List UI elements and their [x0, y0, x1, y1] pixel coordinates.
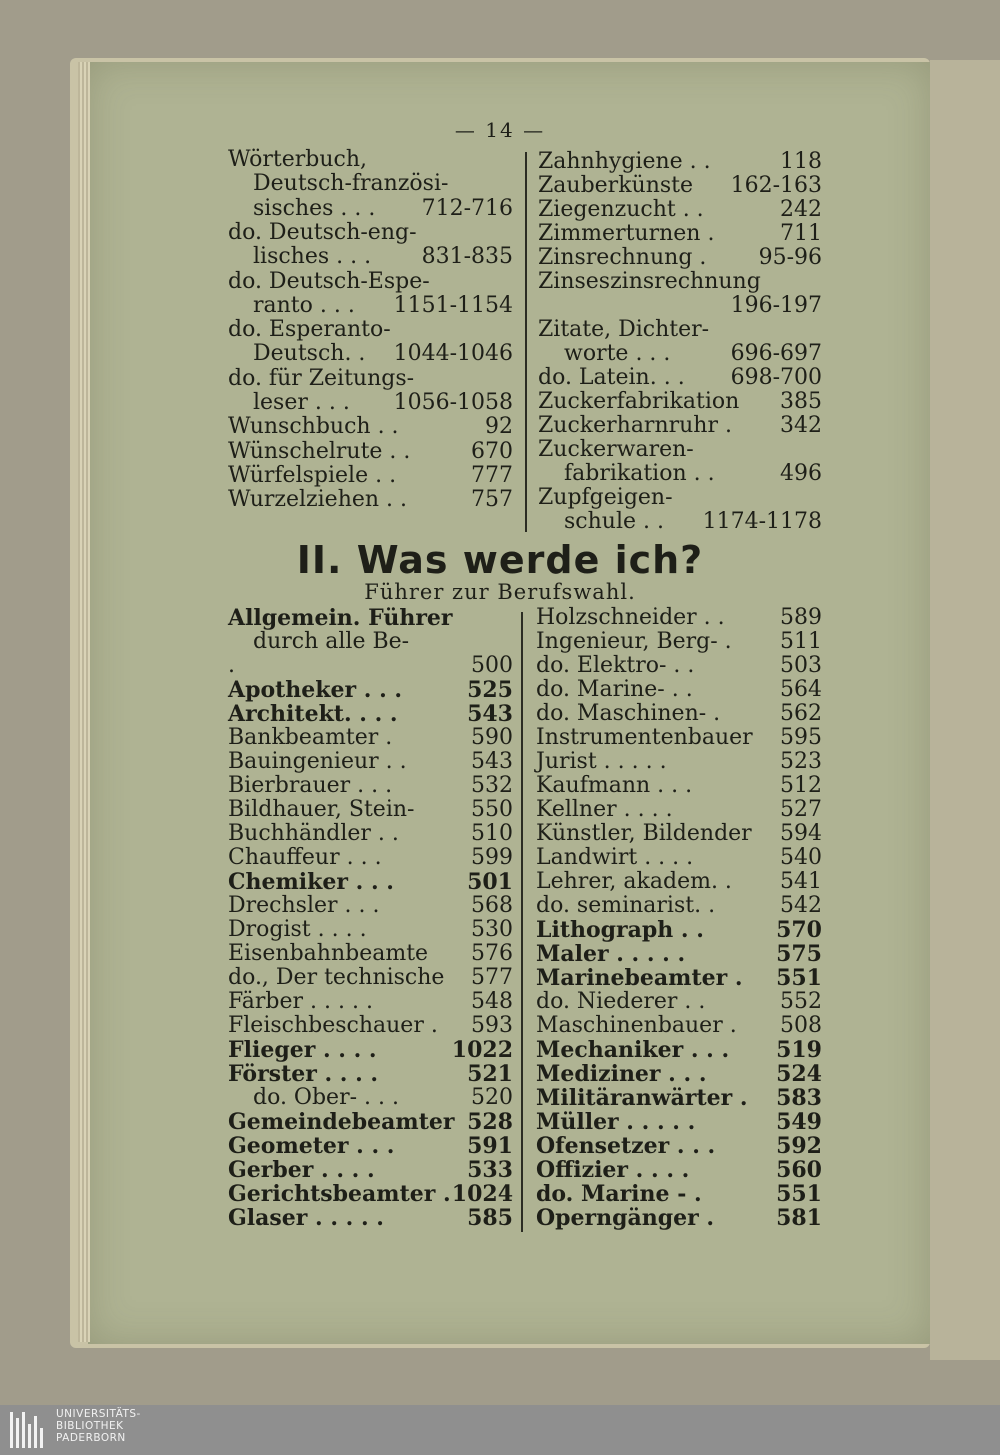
- index-entry-page: 242: [780, 197, 822, 222]
- index-entry-page: 540: [780, 845, 822, 870]
- index-entry-term: Gemeindebeamter: [228, 1109, 455, 1135]
- index-entry-term: Apotheker . . .: [228, 677, 403, 703]
- index-entry-term: do. Elektro- . .: [536, 653, 695, 678]
- index-entry-term: lisches . . .: [253, 244, 372, 270]
- index-entry-page: 548: [471, 989, 513, 1014]
- logo-line-2: BIBLIOTHEK: [56, 1420, 124, 1432]
- index-entry-term: Deutsch-französi-: [253, 171, 449, 197]
- index-entry-page: 551: [776, 1181, 822, 1207]
- index-entry-page: 576: [471, 941, 513, 966]
- index-entry-page: 831-835: [421, 244, 513, 270]
- index-entry-term: Würfelspiele . .: [228, 462, 397, 488]
- index-entry: [228, 1086, 513, 1110]
- index-entry-term: Künstler, Bildender: [536, 821, 752, 846]
- index-entry-term: Färber . . . . .: [228, 989, 373, 1014]
- index-entry: [228, 1158, 513, 1182]
- index-entry: [538, 390, 822, 414]
- index-entry-term: Ziegenzucht . .: [538, 197, 704, 222]
- index-entry: [228, 918, 513, 942]
- index-entry-page: 593: [471, 1013, 513, 1038]
- index-entry-term: Architekt. . . .: [228, 701, 398, 727]
- index-entry: [228, 822, 513, 846]
- index-entry-page: 1044-1046: [393, 341, 513, 367]
- index-entry-term: do. Deutsch-Espe-: [228, 268, 430, 294]
- index-entry: [228, 702, 513, 726]
- facing-page-edge: [930, 60, 1000, 1360]
- index-entry-page: 560: [776, 1157, 822, 1183]
- index-entry-page: 528: [467, 1109, 513, 1135]
- index-entry-term: Mechaniker . . .: [536, 1037, 730, 1063]
- index-entry-page: 520: [471, 1085, 513, 1110]
- index-entry-page: 1022: [451, 1037, 513, 1063]
- index-entry-term: Ingenieur, Berg- .: [536, 629, 732, 654]
- index-entry: [538, 438, 822, 462]
- index-entry-page: 521: [467, 1061, 513, 1087]
- index-entry-term: Chauffeur . . .: [228, 845, 382, 870]
- index-entry-term: Zinseszinsrechnung: [538, 269, 761, 294]
- index-entry-page: 599: [471, 845, 513, 870]
- index-entry-page: 523: [780, 749, 822, 774]
- index-entry: [228, 1206, 513, 1230]
- index-entry: [536, 702, 822, 726]
- index-entry: [536, 942, 822, 966]
- index-entry-page: 777: [471, 462, 513, 488]
- index-entry-term: do. seminarist. .: [536, 893, 716, 918]
- index-entry-page: 524: [776, 1061, 822, 1087]
- index-entry-page: 510: [471, 821, 513, 846]
- index-entry: [536, 1206, 822, 1230]
- index-entry: [228, 1134, 513, 1158]
- index-entry-page: 1174-1178: [702, 509, 822, 534]
- index-entry: [228, 966, 513, 990]
- index-entry: [536, 726, 822, 750]
- index-entry: [228, 1014, 513, 1038]
- index-entry-page: 592: [776, 1133, 822, 1159]
- index-entry-term: .: [228, 653, 235, 678]
- index-entry: [228, 1110, 513, 1134]
- index-entry: [538, 342, 822, 366]
- index-entry: [228, 221, 513, 245]
- index-entry-term: Zuckerfabrikation: [538, 389, 740, 414]
- index-entry-term: Wörterbuch,: [228, 147, 367, 172]
- section-subheading: Führer zur Berufswahl.: [364, 580, 636, 604]
- index-entry: [536, 1038, 822, 1062]
- index-entry: [228, 942, 513, 966]
- index-entry-page: 162-163: [730, 173, 822, 198]
- index-entry-term: Marinebeamter .: [536, 965, 743, 991]
- index-entry-page: 594: [780, 821, 822, 846]
- index-entry-term: do. Deutsch-eng-: [228, 219, 417, 245]
- index-entry-page: 570: [776, 917, 822, 943]
- index-entry: [228, 726, 513, 750]
- index-entry: [228, 318, 513, 342]
- library-footer-bar: [0, 1405, 1000, 1455]
- index-entry-page: 549: [776, 1109, 822, 1135]
- index-entry-term: Bierbrauer . . .: [228, 773, 393, 798]
- index-entry-term: Zinsrechnung .: [538, 245, 707, 270]
- index-entry-term: do. Maschinen- .: [536, 701, 721, 726]
- column-divider-top: [525, 152, 527, 532]
- index-entry-term: Förster . . . .: [228, 1061, 379, 1087]
- index-entry-term: Zahnhygiene . .: [538, 149, 711, 174]
- index-entry-term: Militäranwärter .: [536, 1085, 748, 1111]
- index-entry-term: Offizier . . . .: [536, 1157, 690, 1183]
- index-entry: [536, 894, 822, 918]
- index-entry: [538, 510, 822, 534]
- index-entry-term: Zuckerwaren-: [538, 437, 694, 462]
- index-entry-page: 551: [776, 965, 822, 991]
- index-entry-term: Maler . . . . .: [536, 941, 686, 967]
- index-entry-page: 500: [471, 653, 513, 678]
- index-entry: [228, 1038, 513, 1062]
- index-entry-term: Bankbeamter .: [228, 725, 393, 750]
- index-entry-term: Geometer . . .: [228, 1133, 395, 1159]
- index-entry-term: Zupfgeigen-: [538, 485, 673, 510]
- index-entry-page: 583: [776, 1085, 822, 1111]
- index-entry: [536, 918, 822, 942]
- index-entry-page: 585: [467, 1205, 513, 1231]
- index-entry-term: do. Niederer . .: [536, 989, 706, 1014]
- index-entry-term: Ofensetzer . . .: [536, 1133, 716, 1159]
- index-entry-term: durch alle Be-: [253, 629, 410, 654]
- index-entry: [228, 630, 513, 654]
- index-entry-page: 532: [471, 773, 513, 798]
- page-number: — 14 —: [454, 118, 546, 142]
- index-entry-term: do. Marine - .: [536, 1181, 702, 1207]
- index-entry: [228, 367, 513, 391]
- index-entry: [536, 1014, 822, 1038]
- index-entry-term: do. Latein. . .: [538, 365, 685, 390]
- index-entry: [536, 654, 822, 678]
- index-entry: [538, 486, 822, 510]
- index-entry: [228, 1062, 513, 1086]
- index-entry-page: 670: [471, 438, 513, 464]
- index-entry: [228, 990, 513, 1014]
- index-entry-page: 533: [467, 1157, 513, 1183]
- index-entry: [228, 846, 513, 870]
- index-entry: [536, 606, 822, 630]
- index-entry: [536, 966, 822, 990]
- index-entry: [536, 1134, 822, 1158]
- index-entry: [228, 464, 513, 488]
- index-entry: [538, 366, 822, 390]
- index-entry-term: do. für Zeitungs-: [228, 365, 415, 391]
- index-entry-term: Drogist . . . .: [228, 917, 367, 942]
- index-entry-page: 595: [780, 725, 822, 750]
- index-entry-term: Zuckerharnruhr .: [538, 413, 732, 438]
- index-entry: [228, 798, 513, 822]
- index-entry-page: 552: [780, 989, 822, 1014]
- index-entry: [228, 440, 513, 464]
- index-entry-term: Zauberkünste: [538, 173, 694, 198]
- index-entry-term: Gerichtsbeamter .: [228, 1181, 451, 1207]
- index-entry-page: 543: [467, 701, 513, 727]
- index-entry: [536, 630, 822, 654]
- index-entry: [228, 342, 513, 366]
- index-entry-term: Wünschelrute . .: [228, 438, 411, 464]
- index-entry: [536, 990, 822, 1014]
- index-entry: [536, 678, 822, 702]
- index-entry: [536, 1086, 822, 1110]
- index-entry: [536, 822, 822, 846]
- index-entry-term: Kellner . . . .: [536, 797, 673, 822]
- page-edges: [78, 62, 90, 1342]
- index-entry-term: Drechsler . . .: [228, 893, 380, 918]
- index-entry-page: 511: [780, 629, 822, 654]
- index-entry: [228, 1182, 513, 1206]
- index-entry-term: Buchhändler . .: [228, 821, 399, 846]
- index-entry-term: Deutsch. .: [253, 341, 366, 367]
- index-entry-page: 525: [467, 677, 513, 703]
- index-entry-term: Glaser . . . . .: [228, 1205, 384, 1231]
- index-entry: [538, 270, 822, 294]
- index-entry: [228, 197, 513, 221]
- index-entry-page: 711: [780, 221, 822, 246]
- index-entry: [538, 246, 822, 270]
- logo-line-3: PADERBORN: [56, 1432, 126, 1444]
- index-entry-page: 696-697: [730, 341, 822, 366]
- index-entry-page: 530: [471, 917, 513, 942]
- index-entry-page: 92: [485, 414, 513, 440]
- index-entry: [536, 798, 822, 822]
- index-entry-page: 503: [780, 653, 822, 678]
- index-entry: [228, 870, 513, 894]
- index-entry-term: Wurzelziehen . .: [228, 487, 408, 513]
- column-divider-bottom: [521, 612, 523, 1232]
- index-entry: [228, 172, 513, 196]
- index-entry-term: Mediziner . . .: [536, 1061, 707, 1087]
- index-entry-term: Instrumentenbauer: [536, 725, 753, 750]
- index-entry-term: Kaufmann . . .: [536, 773, 693, 798]
- index-entry: [536, 1182, 822, 1206]
- index-entry-page: 501: [467, 869, 513, 895]
- index-entry-page: 508: [780, 1013, 822, 1038]
- index-entry-term: Bildhauer, Stein-: [228, 797, 415, 822]
- index-entry-term: fabrikation . .: [564, 461, 715, 486]
- section-heading: II. Was werde ich?: [296, 538, 704, 582]
- index-entry: [228, 774, 513, 798]
- index-entry-page: 1024: [451, 1181, 513, 1207]
- index-entry: [536, 750, 822, 774]
- index-entry-term: Operngänger .: [536, 1205, 715, 1231]
- index-entry-page: 1151-1154: [393, 292, 513, 318]
- index-entry-page: 757: [471, 487, 513, 513]
- index-entry-page: 591: [467, 1133, 513, 1159]
- index-entry-term: sisches . . .: [253, 195, 376, 221]
- index-entry: [536, 870, 822, 894]
- index-entry: [228, 654, 513, 678]
- index-entry-page: 519: [776, 1037, 822, 1063]
- index-entry-term: Lehrer, akadem. .: [536, 869, 732, 894]
- index-entry-term: Zimmerturnen .: [538, 221, 715, 246]
- index-entry: [536, 774, 822, 798]
- index-entry: [538, 222, 822, 246]
- index-entry-term: Landwirt . . . .: [536, 845, 694, 870]
- logo-line-1: UNIVERSITÄTS-: [56, 1408, 141, 1420]
- index-entry-term: leser . . .: [253, 390, 350, 415]
- index-entry-page: 496: [780, 461, 822, 486]
- index-entry-term: ranto . . .: [253, 292, 355, 318]
- index-entry-term: schule . .: [564, 509, 664, 534]
- index-entry: [228, 270, 513, 294]
- index-entry: [228, 245, 513, 269]
- index-entry: [538, 318, 822, 342]
- index-entry: [228, 391, 513, 415]
- index-entry: [538, 150, 822, 174]
- index-entry: [538, 174, 822, 198]
- index-entry-term: Gerber . . . .: [228, 1157, 375, 1183]
- index-entry-term: Fleischbeschauer .: [228, 1013, 438, 1038]
- index-entry-term: Müller . . . . .: [536, 1109, 696, 1135]
- index-entry: [228, 488, 513, 512]
- index-entry-term: do. Esperanto-: [228, 317, 391, 343]
- index-entry: [536, 1110, 822, 1134]
- index-entry-page: 589: [780, 605, 822, 630]
- index-entry-page: 575: [776, 941, 822, 967]
- index-entry: [538, 414, 822, 438]
- index-entry-term: Flieger . . . .: [228, 1037, 377, 1063]
- index-entry: [228, 294, 513, 318]
- index-entry-term: Chemiker . . .: [228, 869, 394, 895]
- index-entry-page: 564: [780, 677, 822, 702]
- index-entry-page: 590: [471, 725, 513, 750]
- index-entry-page: 581: [776, 1205, 822, 1231]
- index-entry-term: do., Der technische: [228, 965, 445, 990]
- index-entry-term: Allgemein. Führer: [228, 605, 453, 631]
- index-entry-page: 527: [780, 797, 822, 822]
- index-entry: [538, 462, 822, 486]
- index-entry-page: 543: [471, 749, 513, 774]
- index-entry-page: 512: [780, 773, 822, 798]
- index-entry-term: Wunschbuch . .: [228, 414, 399, 440]
- index-entry-term: Lithograph . .: [536, 917, 704, 943]
- index-entry: [538, 198, 822, 222]
- index-entry-page: 196-197: [730, 293, 822, 318]
- index-entry: [228, 678, 513, 702]
- index-entry-page: 550: [471, 797, 513, 822]
- index-entry-term: Holzschneider . .: [536, 605, 725, 630]
- index-entry: [228, 606, 513, 630]
- index-entry-page: 541: [780, 869, 822, 894]
- library-logo-icon: [8, 1410, 48, 1450]
- index-entry-page: 1056-1058: [393, 390, 513, 415]
- index-entry-term: worte . . .: [564, 341, 671, 366]
- index-entry-term: do. Marine- . .: [536, 677, 693, 702]
- index-entry-page: 95-96: [758, 245, 822, 270]
- index-entry-term: do. Ober- . . .: [253, 1085, 399, 1110]
- index-entry-page: 568: [471, 893, 513, 918]
- index-entry: [536, 846, 822, 870]
- index-entry-page: 698-700: [730, 365, 822, 390]
- index-entry: [228, 750, 513, 774]
- index-entry: [536, 1158, 822, 1182]
- index-entry: [228, 894, 513, 918]
- index-entry-term: Zitate, Dichter-: [538, 317, 710, 342]
- index-entry: [538, 294, 822, 318]
- index-entry-page: 342: [780, 413, 822, 438]
- index-entry-term: Maschinenbauer .: [536, 1013, 737, 1038]
- index-entry-page: 385: [780, 389, 822, 414]
- index-entry-page: 577: [471, 965, 513, 990]
- index-entry-page: 118: [780, 149, 822, 174]
- index-entry-term: Jurist . . . . .: [536, 749, 667, 774]
- index-entry-page: 562: [780, 701, 822, 726]
- index-entry-term: Bauingenieur . .: [228, 749, 407, 774]
- index-entry: [228, 415, 513, 439]
- index-entry-page: 542: [780, 893, 822, 918]
- index-entry: [536, 1062, 822, 1086]
- index-entry: [228, 148, 513, 172]
- index-entry-term: Eisenbahnbeamte: [228, 941, 429, 966]
- library-logo-text: [56, 1408, 141, 1444]
- index-entry-page: 712-716: [421, 195, 513, 221]
